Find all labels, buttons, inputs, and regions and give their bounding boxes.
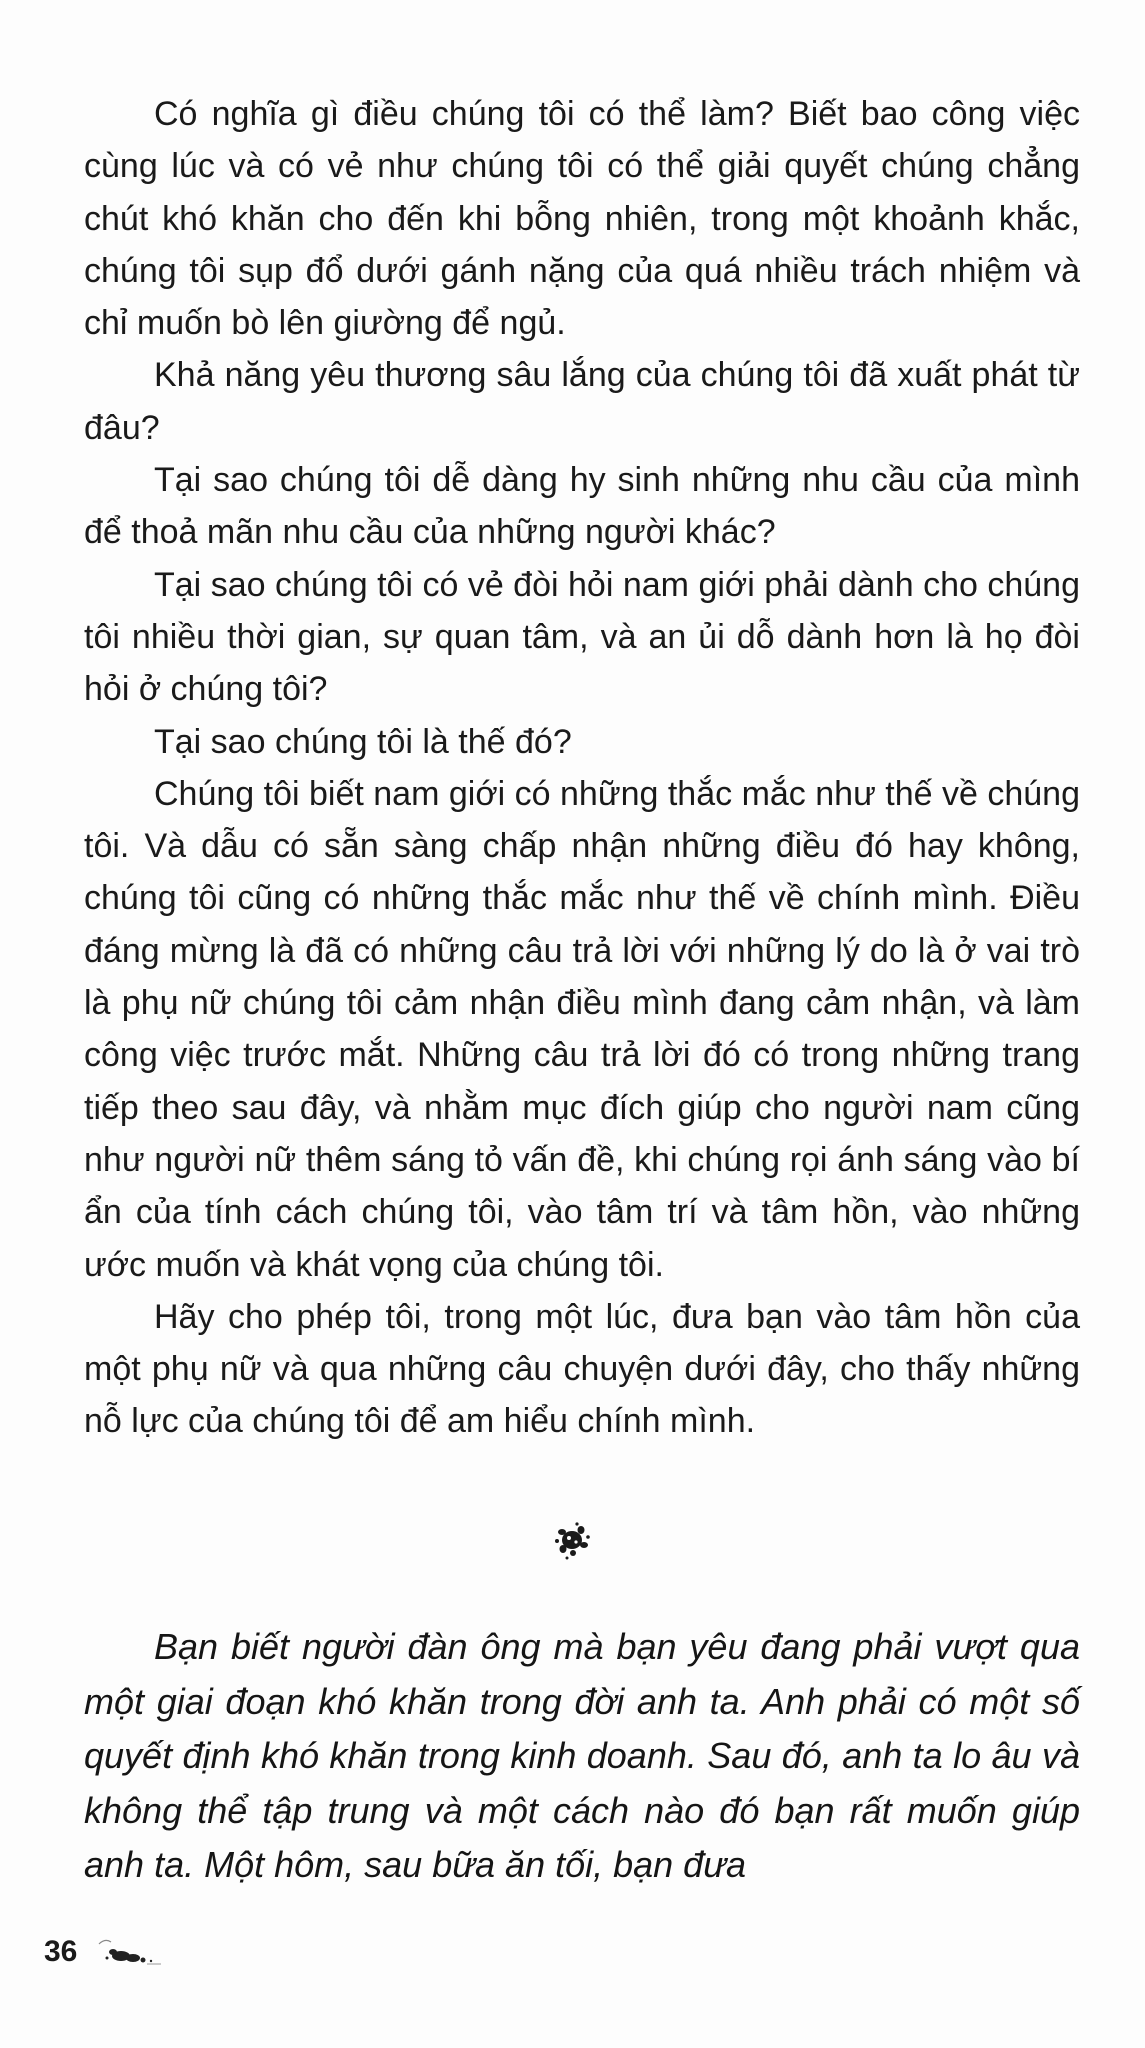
body-text xyxy=(84,88,1080,1448)
paragraph-3: Tại sao chúng tôi dễ dàng hy sinh những nhu cầu của mình để thoả mãn nhu cầu của những người khác? xyxy=(84,461,1080,552)
paragraph-7: Hãy cho phép tôi, trong một lúc, đưa bạn vào tâm hồn của một phụ nữ và qua những câu chuyện dưới đây, cho thấy những nỗ lực của chúng tôi để am hiểu chính mình. xyxy=(84,1297,1080,1441)
paragraph-1: Có nghĩa gì điều chúng tôi có thể làm? Biết bao công việc cùng lúc và có vẻ như chúng tôi có thể giải quyết chúng chẳng chút khó khăn cho đến khi bỗng nhiên, trong một khoảnh khắc, chúng tôi sụp đổ dưới gánh nặng của quá nhiều trách nhiệm và chỉ muốn bò lên giường để ngủ. xyxy=(84,95,1080,343)
story-intro-text xyxy=(84,1620,1080,1893)
ink-smudge-icon xyxy=(95,1934,165,1970)
page-footer xyxy=(44,1932,165,1972)
paragraph-5: Tại sao chúng tôi là thế đó? xyxy=(154,722,572,761)
paragraph-2: Khả năng yêu thương sâu lắng của chúng tôi đã xuất phát từ đâu? xyxy=(84,356,1080,447)
story-paragraph: Bạn biết người đàn ông mà bạn yêu đang phải vượt qua một giai đoạn khó khăn trong đời anh ta. Anh phải có một số quyết định khó khăn trong kinh doanh. Sau đó, anh ta lo âu và không thể tập trung và một cách nào đó bạn rất muốn giúp anh ta. Một hôm, sau bữa ăn tối, bạn đưa xyxy=(84,1626,1080,1885)
page-number: 36 xyxy=(44,1935,78,1968)
ink-blot-ornament-icon xyxy=(550,1518,594,1562)
paragraph-4: Tại sao chúng tôi có vẻ đòi hỏi nam giới phải dành cho chúng tôi nhiều thời gian, sự quan tâm, và an ủi dỗ dành hơn là họ đòi hỏi ở chúng tôi? xyxy=(84,565,1080,709)
paragraph-6: Chúng tôi biết nam giới có những thắc mắc như thế về chúng tôi. Và dẫu có sẵn sàng chấp nhận những điều đó hay không, chúng tôi cũng có những thắc mắc như thế về chính mình. Điều đáng mừng là đã có những câu trả lời với những lý do là ở vai trò là phụ nữ chúng tôi cảm nhận điều mình đang cảm nhận, và làm công việc trước mắt. Những câu trả lời đó có trong những trang tiếp theo sau đây, và nhằm mục đích giúp cho người nam cũng như người nữ thêm sáng tỏ vấn đề, khi chúng rọi ánh sáng vào bí ẩn của tính cách chúng tôi, vào tâm trí và tâm hồn, vào những ước muốn và khát vọng của chúng tôi. xyxy=(84,774,1080,1284)
